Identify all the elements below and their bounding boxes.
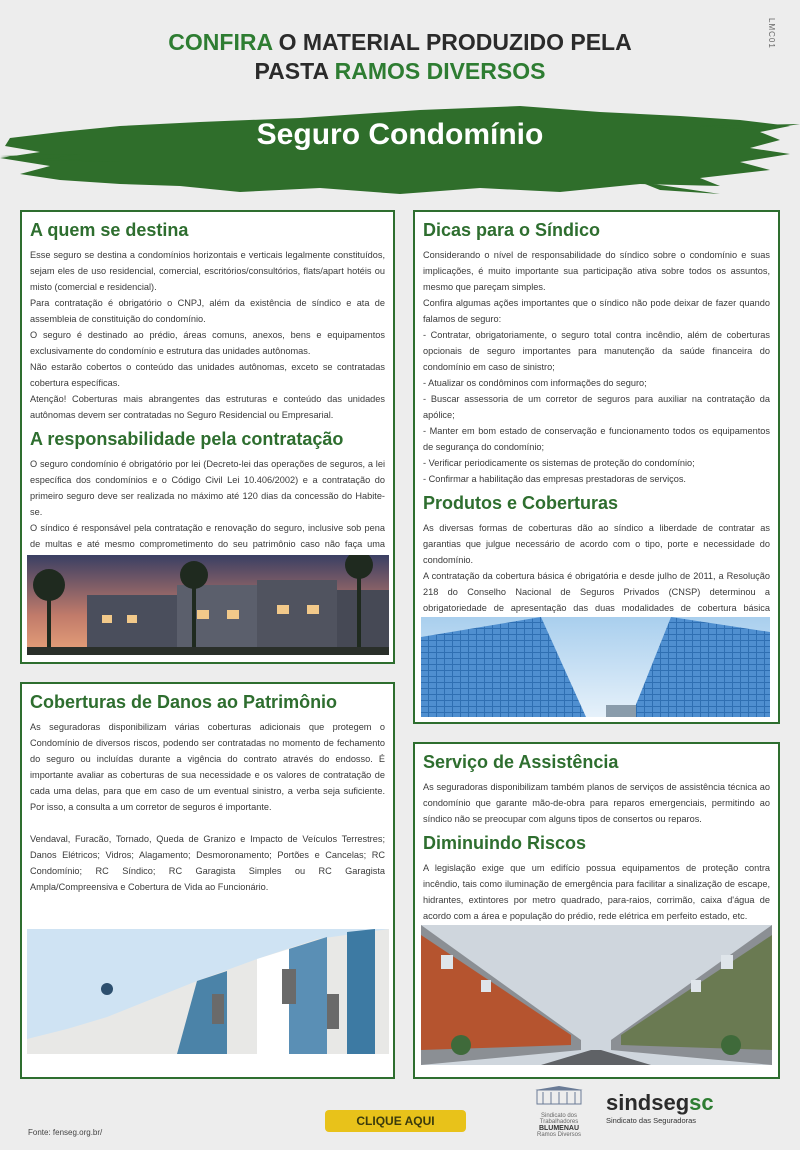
dicas-item4: - Manter em bom estado de conservação e funcionamento todos os equipamentos de segurança do condomínio; (423, 426, 770, 452)
title-destina: A quem se destina (30, 220, 189, 240)
heading-line1-rest: O MATERIAL PRODUZIDO PELA (278, 29, 632, 55)
riscos-p1: A legislação exige que um edifício possua equipamentos de proteção contra incêndio, tais como iluminação de emergência para facilitar a sinalização de escape, hidrantes, extintores por metro quadrado, para-raios, corrimão, caixa d'água de acordo com a área e população do prédio, rede elétrica em perfeito estado, etc. (423, 863, 770, 921)
clique-aqui-button[interactable]: CLIQUE AQUI (325, 1110, 466, 1132)
title-danos: Coberturas de Danos ao Patrimônio (30, 692, 338, 712)
photo-townhouse-street (421, 925, 772, 1065)
heading-confira: CONFIRA (168, 29, 273, 55)
title-responsabilidade: A responsabilidade pela contratação (30, 429, 344, 449)
produtos-p2: A contratação da cobertura básica é obrigatória e desde julho de 2011, a Resolução 218 do Conselho Nacional de Seguros Privados (CNSP) determinou a obrigatoriedade de apresentação das duas modalidades de cobertura básica (423, 571, 770, 613)
destina-p3: O seguro é destinado ao prédio, áreas comuns, anexos, bens e equipamentos exclusivamente do condomínio e estrutura das unidades autônomas. (30, 330, 385, 356)
destina-p4: Não estarão cobertos o conteúdo das unidades autônomas, exceto se contratadas cobertura específicas. (30, 362, 385, 388)
destina-p2: Para contratação é obrigatório o CNPJ, além da existência de síndico e ata de assembleia de constituição do condomínio. (30, 298, 385, 324)
dicas-item3: - Buscar assessoria de um corretor de seguros para auxiliar na contratação da apólice; (423, 394, 770, 420)
dicas-p1: Considerando o nível de responsabilidade do síndico sobre o condomínio e suas implicações, é muito importante sua participação ativa sobre todos os assuntos, mesmo que pareçam simples. (423, 250, 770, 292)
logo-blumenau (530, 1086, 588, 1138)
logo-sindsegsc (606, 1090, 714, 1125)
heading-ramos-diversos: RAMOS DIVERSOS (334, 58, 546, 84)
building-logo-icon (533, 1086, 585, 1108)
photo-townhouses-sunset (27, 555, 389, 655)
title-dicas: Dicas para o Síndico (423, 220, 601, 240)
logo2-name-b: sc (689, 1090, 714, 1115)
banner-title: Seguro Condomínio (256, 118, 544, 151)
photo-glass-towers (421, 617, 770, 717)
danos-p1: As seguradoras disponibilizam várias coberturas adicionais que protegem o Condomínio de diversos riscos, podendo ser contratadas no momento de fechamento do seguro ou incluídas durante a vigência do contrato através do endosso. É importante avaliar as coberturas de sua necessidade e os valores de contratação de cada uma delas, para que em caso de um eventual sinistro, a verba seja suficiente. Por isso, a consulta a um corretor de seguros é importante. (30, 722, 385, 812)
dicas-p2: Confira algumas ações importantes que o síndico não pode deixar de fazer quando falamos de seguro: (423, 298, 770, 324)
resp-p2: O síndico é responsável pela contratação e renovação do seguro, inclusive sob pena de multas e até mesmo comprometimento do seu patrimônio caso não faça uma (30, 523, 385, 549)
heading-pasta: PASTA (254, 58, 329, 84)
logo1-sub: Ramos Diversos (536, 1132, 581, 1138)
side-tag: LMC01 (767, 18, 776, 49)
dicas-item2: - Atualizar os condôminos com informações do seguro; (423, 378, 647, 388)
resp-p1: O seguro condomínio é obrigatório por lei (Decreto-lei das operações de seguros, a lei específica dos condomínios e o Código Civil Lei 10.406/2002) e a contratação do primeiro seguro deve ser realizada no máximo até 120 dias da concessão do Habite-se. (30, 459, 385, 517)
assistencia-p1: As seguradoras disponibilizam também planos de serviços de assistência técnica ao condomínio que garante mão-de-obra para reparos emergenciais, permitindo ao síndico não se preocupar com alguns tipos de consertos ou reparos. (423, 782, 770, 824)
danos-p2: Vendaval, Furacão, Tornado, Queda de Granizo e Impacto de Veículos Terrestres; Danos Elétricos; Vidros; Alagamento; Desmoronamento; Portões e Cancelas; RC Condomínio; RC Síndico; RC Garagista Simples ou RC Garagista Ampla/Compreensiva e Cobertura de Vida ao Funcionário. (30, 834, 385, 892)
page-heading (0, 28, 800, 86)
logo2-name-a: sindseg (606, 1090, 690, 1115)
logo1-small: Sindicato dos Trabalhadores (539, 1113, 579, 1125)
title-assistencia: Serviço de Assistência (423, 752, 619, 772)
destina-p5: Atenção! Coberturas mais abrangentes das estruturas e conteúdo das unidades autônomas devem ser contratadas no Seguro Residencial ou Empresarial. (30, 394, 385, 420)
title-produtos: Produtos e Coberturas (423, 493, 619, 513)
destina-p1: Esse seguro se destina a condomínios horizontais e verticais legalmente constituídos, sejam eles de uso residencial, comercial, escritórios/consultórios, flats/apart hotéis ou misto (comercial e residencial). (30, 250, 385, 292)
produtos-p1: As diversas formas de coberturas dão ao síndico a liberdade de contratar as garantias que julgue necessário de acordo com o tipo, porte e necessidade do condomínio. (423, 523, 770, 565)
dicas-item1: - Contratar, obrigatoriamente, o seguro total contra incêndio, além de coberturas opcionais de seguro importantes para manutenção da saúde financeira do condomínio em caso de sinistro; (423, 330, 770, 372)
logo1-city: BLUMENAU (538, 1125, 580, 1132)
photo-colorful-row-houses (27, 929, 389, 1054)
logo2-sub: Sindicato das Seguradoras (606, 1116, 697, 1125)
dicas-item5: - Verificar periodicamente os sistemas de proteção do condomínio; (423, 458, 695, 468)
dicas-item6: - Confirmar a habilitação das empresas prestadoras de serviços. (423, 474, 686, 484)
title-riscos: Diminuindo Riscos (423, 833, 587, 853)
fonte-text: Fonte: fenseg.org.br/ (28, 1128, 103, 1137)
